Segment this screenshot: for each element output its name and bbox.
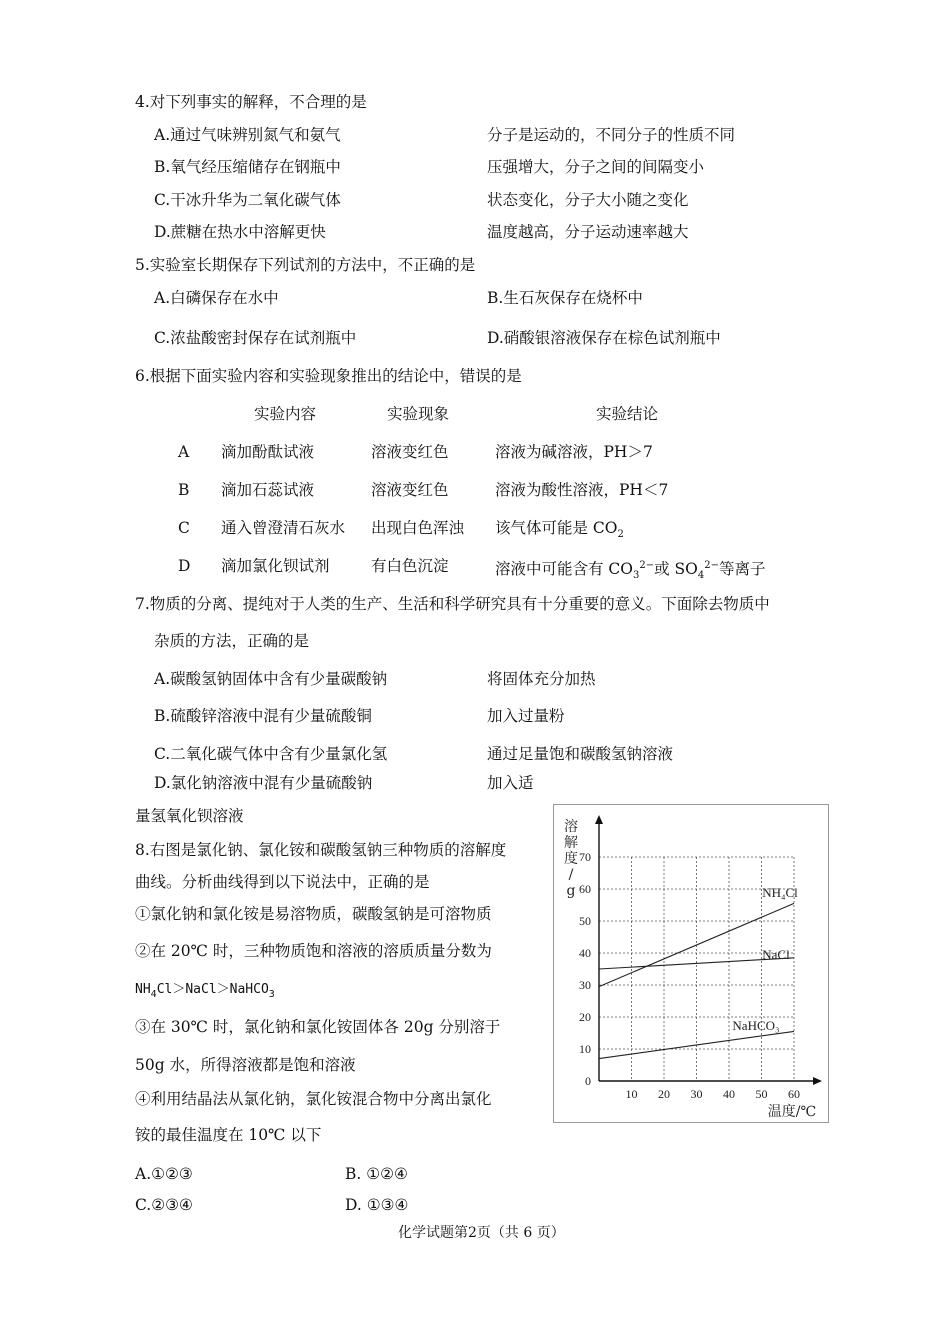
q8-stem-line1: 8.右图是氯化钠、氯化铵和碳酸氢钠三种物质的溶解度	[135, 841, 507, 859]
q7-option-b: B.硫酸锌溶液中混有少量硫酸铜	[154, 707, 372, 725]
y-axis-label-char: /	[568, 867, 574, 883]
y-axis-label-char: 度	[564, 851, 578, 867]
q4-option-d: D.蔗糖在热水中溶解更快	[154, 223, 326, 241]
q4-stem: 4.对下列事实的解释，不合理的是	[135, 93, 367, 111]
q7-option-a: A.碳酸氢钠固体中含有少量碳酸钠	[154, 670, 388, 688]
q4-reason-b: 压强增大，分子之间的间隔变小	[487, 158, 705, 176]
q6-row-c-conclusion: 该气体可能是 $CO_2$	[495, 519, 624, 540]
q4-reason-c: 状态变化，分子大小随之变化	[487, 191, 689, 209]
q8-statement-2-formula: $NH_4Cl>NaCl>NaHCO_3$	[135, 982, 275, 1000]
solubility-chart-svg	[554, 805, 828, 1122]
y-tick-label: 10	[579, 1042, 591, 1056]
q4-option-a: A.通过气味辨别氮气和氨气	[154, 126, 341, 144]
q6-row-a-conclusion: 溶液为碱溶液，PH＞7	[495, 443, 653, 461]
page-footer: 化学试题第2页（共 6 页）	[398, 1225, 565, 1241]
y-axis-label-char: 溶	[564, 819, 578, 835]
q8-statement-3: ③在 30℃ 时，氯化钠和氯化铵固体各 20g 分别溶于	[135, 1018, 501, 1036]
q6-row-d-phenomenon: 有白色沉淀	[371, 557, 449, 575]
q7-option-c: C.二氧化碳气体中含有少量氯化氢	[154, 745, 388, 763]
q6-row-d-content: 滴加氯化钡试剂	[221, 557, 330, 575]
q7-method-c: 通过足量饱和碳酸氢钠溶液	[487, 745, 674, 763]
x-axis-label: 温度/℃	[767, 1104, 817, 1120]
q7-stem-line2: 杂质的方法，正确的是	[154, 632, 310, 650]
x-tick-label: 10	[625, 1087, 638, 1101]
y-tick-label: 50	[579, 914, 591, 928]
q7-stem-line1: 7.物质的分离、提纯对于人类的生产、生活和科学研究具有十分重要的意义。下面除去物质中	[135, 595, 770, 613]
q8-statement-4-cont: 铵的最佳温度在 10℃ 以下	[135, 1126, 322, 1144]
q5-option-c: C.浓盐酸密封保存在试剂瓶中	[154, 329, 357, 347]
x-axis-arrow	[813, 1077, 822, 1085]
y-tick-label: 20	[579, 1010, 591, 1024]
q6-row-a-phenomenon: 溶液变红色	[371, 443, 449, 461]
q6-row-d-key: D	[178, 557, 191, 575]
x-tick-label: 30	[690, 1087, 703, 1101]
q6-row-b-phenomenon: 溶液变红色	[371, 481, 449, 499]
q6-row-b-content: 滴加石蕊试液	[221, 481, 315, 499]
q8-statement-3-cont: 50g 水，所得溶液都是饱和溶液	[135, 1056, 356, 1074]
y-axis-arrow	[595, 815, 603, 824]
y-tick-label: 70	[579, 850, 591, 864]
x-tick-label: 50	[755, 1087, 768, 1101]
y-axis-label-char: g	[566, 883, 576, 899]
q7-method-b: 加入过量粉	[487, 707, 565, 725]
q6-header-content: 实验内容	[254, 405, 317, 423]
q6-header-conclusion: 实验结论	[596, 405, 659, 423]
q8-statement-1: ①氯化钠和氯化铵是易溶物质，碳酸氢钠是可溶物质	[135, 905, 492, 923]
q5-option-a: A.白磷保存在水中	[154, 289, 279, 307]
q7-option-d: D.氯化钠溶液中混有少量硫酸钠	[154, 774, 373, 792]
q6-header-phenomenon: 实验现象	[387, 405, 450, 423]
x-tick-label: 20	[658, 1087, 670, 1101]
x-tick-label: 40	[723, 1087, 735, 1101]
q8-stem-line2: 曲线。分析曲线得到以下说法中，正确的是	[135, 873, 430, 891]
q6-row-b-conclusion: 溶液为酸性溶液，PH＜7	[495, 481, 669, 499]
q4-option-b: B.氧气经压缩储存在钢瓶中	[154, 158, 341, 176]
q5-option-b: B.生石灰保存在烧杯中	[487, 289, 643, 307]
series-label: NaHCO₃	[732, 1018, 780, 1033]
q6-row-d-conclusion: 溶液中可能含有 $CO_3^{2-}$或 $SO_4^{2-}$等离子	[495, 560, 766, 581]
series-label: NaCl	[762, 947, 790, 962]
x-tick-label: 60	[788, 1087, 800, 1101]
q6-row-c-key: C	[178, 519, 190, 537]
q6-row-c-phenomenon: 出现白色浑浊	[371, 519, 465, 537]
q6-row-c-content: 通入曾澄清石灰水	[221, 519, 346, 537]
q6-stem: 6.根据下面实验内容和实验现象推出的结论中，错误的是	[135, 367, 522, 385]
q5-stem: 5.实验室长期保存下列试剂的方法中，不正确的是	[135, 256, 476, 274]
q6-row-a-key: A	[178, 443, 190, 461]
series-label: NH₄Cl	[762, 885, 798, 900]
solubility-chart	[553, 804, 829, 1123]
q7-method-a: 将固体充分加热	[487, 670, 596, 688]
q8-option-c: C.②③④	[135, 1196, 193, 1214]
q4-reason-d: 温度越高，分子运动速率越大	[487, 223, 689, 241]
q8-statement-2: ②在 20℃ 时，三种物质饱和溶液的溶质质量分数为	[135, 942, 492, 960]
y-tick-label: 60	[579, 882, 591, 896]
q7-method-d: 加入适	[487, 774, 534, 792]
q4-reason-a: 分子是运动的，不同分子的性质不同	[487, 126, 736, 144]
q6-row-a-content: 滴加酚酞试液	[221, 443, 315, 461]
y-tick-label: 40	[579, 946, 591, 960]
q7-option-d-wrap: 量氢氧化钡溶液	[135, 807, 244, 825]
y-tick-label: 30	[579, 978, 591, 992]
q8-option-a: A.①②③	[135, 1165, 193, 1183]
origin-label: 0	[585, 1074, 591, 1088]
q5-option-d: D.硝酸银溶液保存在棕色试剂瓶中	[487, 329, 721, 347]
q6-row-b-key: B	[178, 481, 190, 499]
q8-option-d: D. ①③④	[345, 1196, 409, 1214]
y-axis-label-char: 解	[564, 835, 578, 851]
q4-option-c: C.干冰升华为二氧化碳气体	[154, 191, 341, 209]
q8-statement-4: ④利用结晶法从氯化钠，氯化铵混合物中分离出氯化	[135, 1090, 492, 1108]
q8-option-b: B. ①②④	[345, 1165, 408, 1183]
